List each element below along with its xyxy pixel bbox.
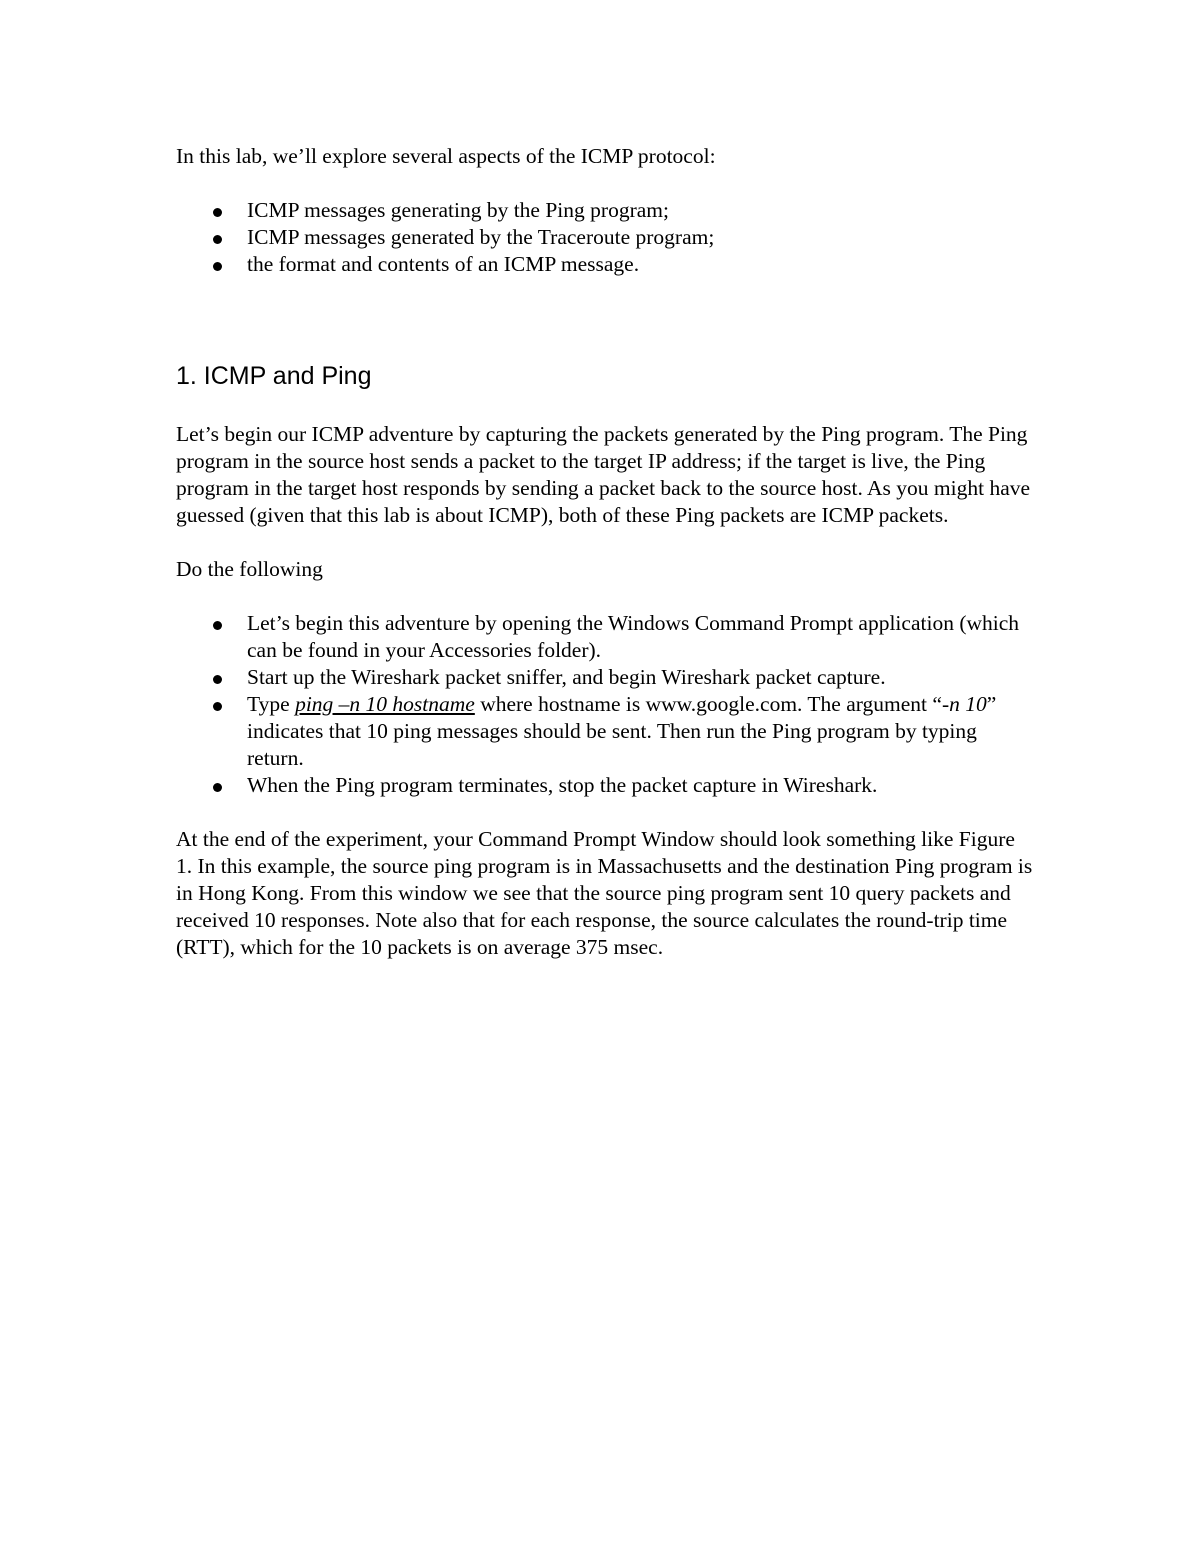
list-item-text: ICMP messages generated by the Traceroute program; — [247, 225, 715, 249]
list-item — [176, 664, 1036, 691]
list-item — [176, 691, 1036, 772]
step-text-suffix: ” indicates that 10 ping messages should be sent. Then run the Ping program by typing return. — [247, 692, 997, 770]
list-item — [176, 224, 1036, 251]
instruction-lead: Do the following — [176, 557, 323, 581]
list-item-text: Let’s begin this adventure by opening the Windows Command Prompt application (which can be found in your Accessories folder). — [247, 611, 1020, 662]
page-content — [176, 143, 1036, 961]
body-paragraph: At the end of the experiment, your Command Prompt Window should look something like Figure 1. In this example, the source ping program is in Massachusetts and the destination Ping program is in Hong Kong. From this window we see that the source ping program sent 10 query packets and received 10 responses. Note also that for each response, the source calculates the round-trip time (RTT), which for the 10 packets is on average 375 msec. — [176, 827, 1033, 959]
intro-bullet-list — [176, 197, 1036, 278]
bullet-icon — [213, 235, 222, 244]
bullet-icon — [213, 621, 222, 630]
list-item-text: the format and contents of an ICMP message. — [247, 252, 640, 276]
list-item-text: Start up the Wireshark packet sniffer, and begin Wireshark packet capture. — [247, 665, 886, 689]
section-heading: 1. ICMP and Ping — [176, 362, 372, 390]
steps-bullet-list — [176, 610, 1036, 799]
bullet-icon — [213, 783, 222, 792]
list-item — [176, 772, 1036, 799]
step-text-prefix: Type — [247, 692, 296, 716]
list-item-text: ICMP messages generating by the Ping program; — [247, 198, 669, 222]
bullet-icon — [213, 702, 222, 711]
step-text-middle: where hostname is www.google.com. The argument “- — [474, 692, 950, 716]
list-item — [176, 610, 1036, 664]
argument-text: n 10 — [949, 692, 987, 716]
list-item-text — [247, 692, 996, 770]
body-paragraph: Let’s begin our ICMP adventure by capturing the packets generated by the Ping program. The Ping program in the source host sends a packet to the target IP address; if the target is live, the Ping program in the target host responds by sending a packet back to the source host. As you might have guessed (given that this lab is about ICMP), both of these Ping packets are ICMP packets. — [176, 422, 1031, 527]
bullet-icon — [213, 262, 222, 271]
bullet-icon — [213, 208, 222, 217]
list-item — [176, 251, 1036, 278]
list-item-text: When the Ping program terminates, stop the packet capture in Wireshark. — [247, 773, 878, 797]
ping-command: ping –n 10 hostname — [295, 692, 475, 716]
bullet-icon — [213, 675, 222, 684]
list-item — [176, 197, 1036, 224]
intro-paragraph: In this lab, we’ll explore several aspects of the ICMP protocol: — [176, 144, 716, 168]
